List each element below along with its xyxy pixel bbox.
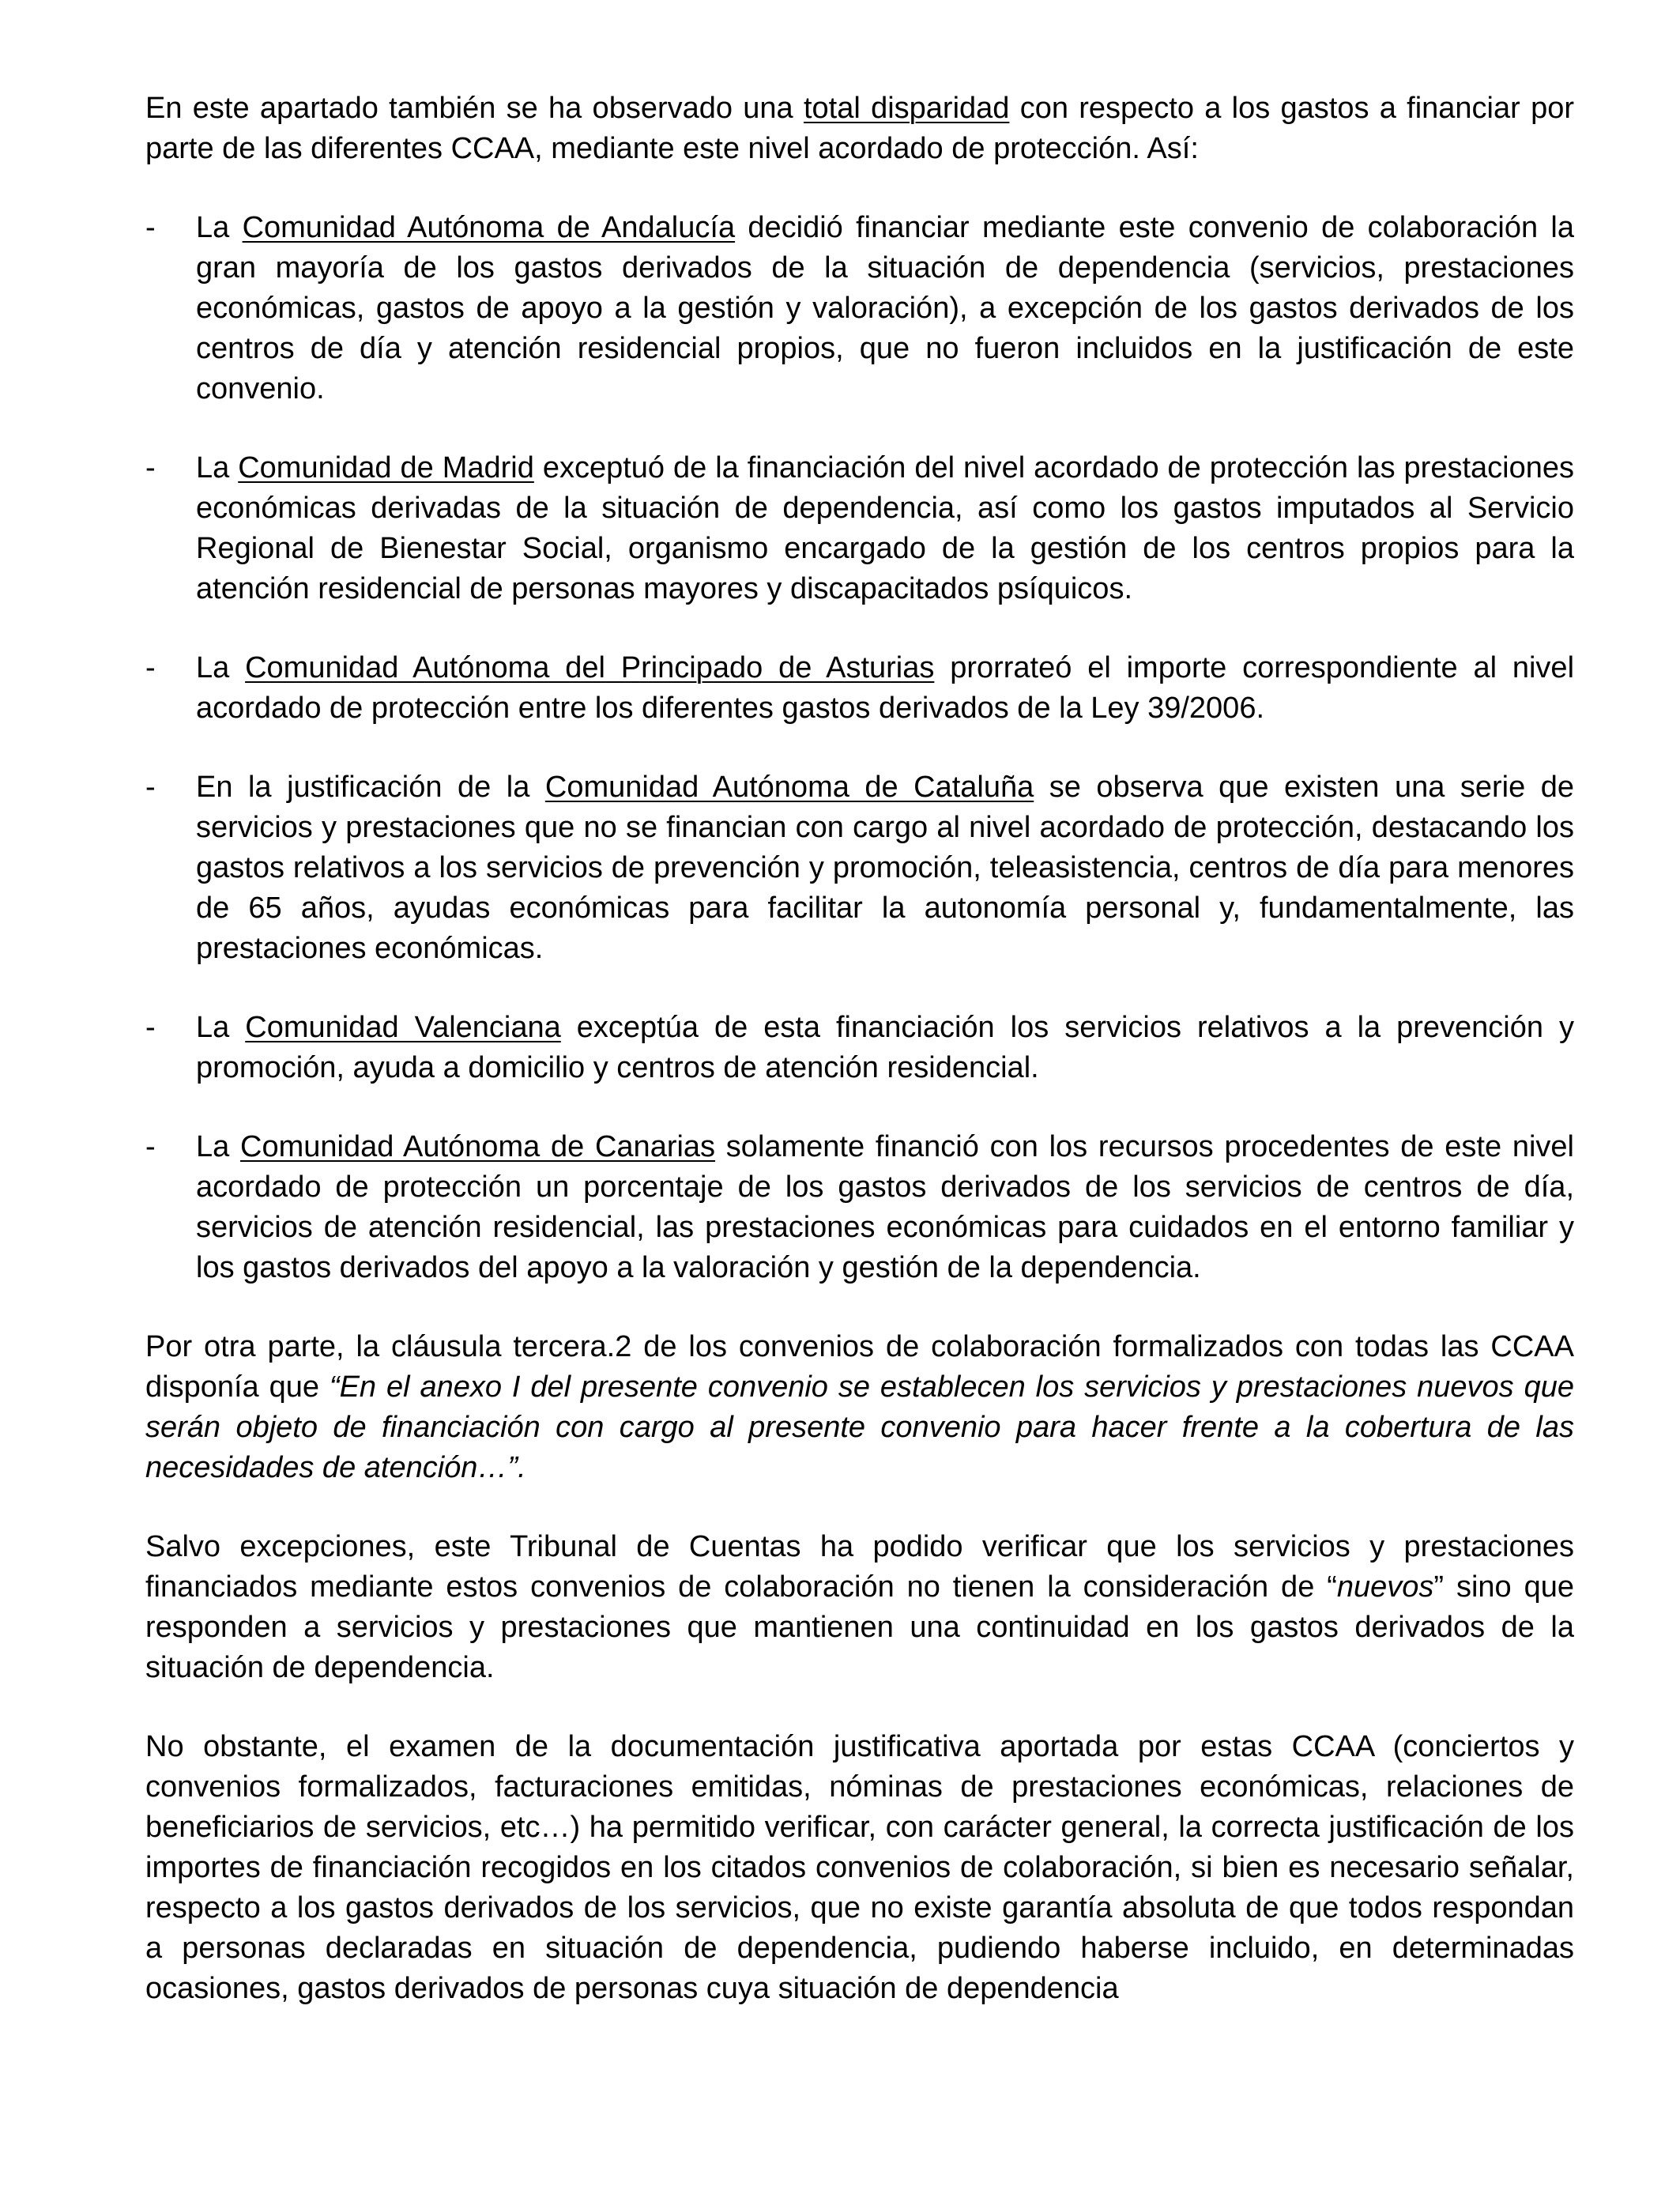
final-text: No obstante, el examen de la documentación justificativa aportada por estas CCAA (conciertos y convenios formalizados, facturaciones emitidas, nóminas de prestaciones económicas, relaciones de beneficiarios de servicios, etc…) ha permitido verificar, con carácter general, la correcta justificación de los importes de financiación recogidos en los citados convenios de colaboración, si bien es necesario señalar, respecto a los gastos derivados de los servicios, que no existe garantía absoluta de que todos respondan a personas declaradas en situación de dependencia, pudiendo haberse incluido, en determinadas ocasiones, gastos derivados de personas cuya situación de dependencia bbox=[145, 1730, 1574, 2005]
intro-paragraph bbox=[145, 89, 1574, 169]
bullet-dash: - bbox=[145, 651, 156, 684]
bullet-madrid bbox=[145, 448, 1574, 609]
bullet-entity-cataluna: Comunidad Autónoma de Cataluña bbox=[544, 771, 1034, 804]
intro-text-start: En este apartado también se ha observado una bbox=[145, 92, 804, 125]
bullet-valenciana bbox=[145, 1008, 1574, 1088]
bullet-dash: - bbox=[145, 771, 156, 804]
document-page bbox=[145, 89, 1574, 2009]
bullet-lead: La bbox=[196, 211, 243, 244]
bullet-andalucia bbox=[145, 208, 1574, 409]
bullet-entity-asturias: Comunidad Autónoma del Principado de Asturias bbox=[245, 651, 935, 684]
ccaa-bullet-list bbox=[145, 208, 1574, 1288]
bullet-lead: La bbox=[196, 1130, 241, 1163]
bullet-text: exceptúa de esta financiación los servicios relativos a la prevención y promoción, ayuda a domicilio y centros de atención residencial. bbox=[196, 1011, 1574, 1084]
bullet-entity-valenciana: Comunidad Valenciana bbox=[245, 1011, 561, 1044]
exceptions-text-end: ” sino que responden a servicios y prestaciones que mantienen una continuidad en los gastos derivados de la situación de dependencia. bbox=[145, 1570, 1574, 1684]
clause-text: Por otra parte, la cláusula tercera.2 de los convenios de colaboración formalizados con todas las CCAA disponía que bbox=[145, 1330, 1574, 1404]
exceptions-paragraph bbox=[145, 1527, 1574, 1688]
bullet-entity-canarias: Comunidad Autónoma de Canarias bbox=[240, 1130, 716, 1163]
bullet-lead: La bbox=[196, 651, 246, 684]
bullet-lead: La bbox=[196, 1011, 246, 1044]
intro-underlined-phrase: total disparidad bbox=[803, 92, 1010, 125]
exceptions-italic-word: nuevos bbox=[1336, 1570, 1434, 1604]
bullet-text: exceptuó de la financiación del nivel acordado de protección las prestaciones económicas derivadas de la situación de dependencia, así como los gastos imputados al Servicio Regional de Bienestar Social, organismo encargado de la gestión de los centros propios para la atención residencial de personas mayores y discapacitados psíquicos. bbox=[196, 451, 1574, 605]
exceptions-text-start: Salvo excepciones, este Tribunal de Cuentas ha podido verificar que los servicios y prestaciones financiados mediante estos convenios de colaboración no tienen la consideración de “ bbox=[145, 1530, 1574, 1604]
bullet-text: solamente financió con los recursos procedentes de este nivel acordado de protección un porcentaje de los gastos derivados de los servicios de centros de día, servicios de atención residencial, las prestaciones económicas para cuidados en el entorno familiar y los gastos derivados del apoyo a la valoración y gestión de la dependencia. bbox=[196, 1130, 1574, 1284]
bullet-entity-andalucia: Comunidad Autónoma de Andalucía bbox=[242, 211, 736, 244]
bullet-dash: - bbox=[145, 451, 156, 484]
bullet-dash: - bbox=[145, 1011, 156, 1044]
bullet-canarias bbox=[145, 1127, 1574, 1288]
bullet-text: prorrateó el importe correspondiente al nivel acordado de protección entre los diferentes gastos derivados de la Ley 39/2006. bbox=[196, 651, 1575, 725]
final-paragraph bbox=[145, 1727, 1574, 2009]
intro-text-end: con respecto a los gastos a financiar por parte de las diferentes CCAA, mediante este nivel acordado de protección. Así: bbox=[145, 92, 1574, 165]
bullet-entity-madrid: Comunidad de Madrid bbox=[238, 451, 534, 484]
clause-quote: “En el anexo I del presente convenio se establecen los servicios y prestaciones nuevos que serán objeto de financiación con cargo al presente convenio para hacer frente a la cobertura de las necesidades de atención…”. bbox=[145, 1370, 1575, 1484]
bullet-lead: En la justificación de la bbox=[196, 771, 545, 804]
bullet-cataluna bbox=[145, 767, 1574, 969]
clause-paragraph bbox=[145, 1327, 1574, 1488]
bullet-lead: La bbox=[196, 451, 239, 484]
bullet-text: se observa que existen una serie de servicios y prestaciones que no se financian con cargo al nivel acordado de protección, destacando los gastos relativos a los servicios de prevención y promoción, teleasistencia, centros de día para menores de 65 años, ayudas económicas para facilitar la autonomía personal y, fundamentalmente, las prestaciones económicas. bbox=[196, 771, 1574, 965]
bullet-text: decidió financiar mediante este convenio de colaboración la gran mayoría de los gastos derivados de la situación de dependencia (servicios, prestaciones económicas, gastos de apoyo a la gestión y valoración), a excepción de los gastos derivados de los centros de día y atención residencial propios, que no fueron incluidos en la justificación de este convenio. bbox=[196, 211, 1574, 405]
bullet-dash: - bbox=[145, 211, 156, 244]
bullet-asturias bbox=[145, 648, 1574, 729]
bullet-dash: - bbox=[145, 1130, 156, 1163]
